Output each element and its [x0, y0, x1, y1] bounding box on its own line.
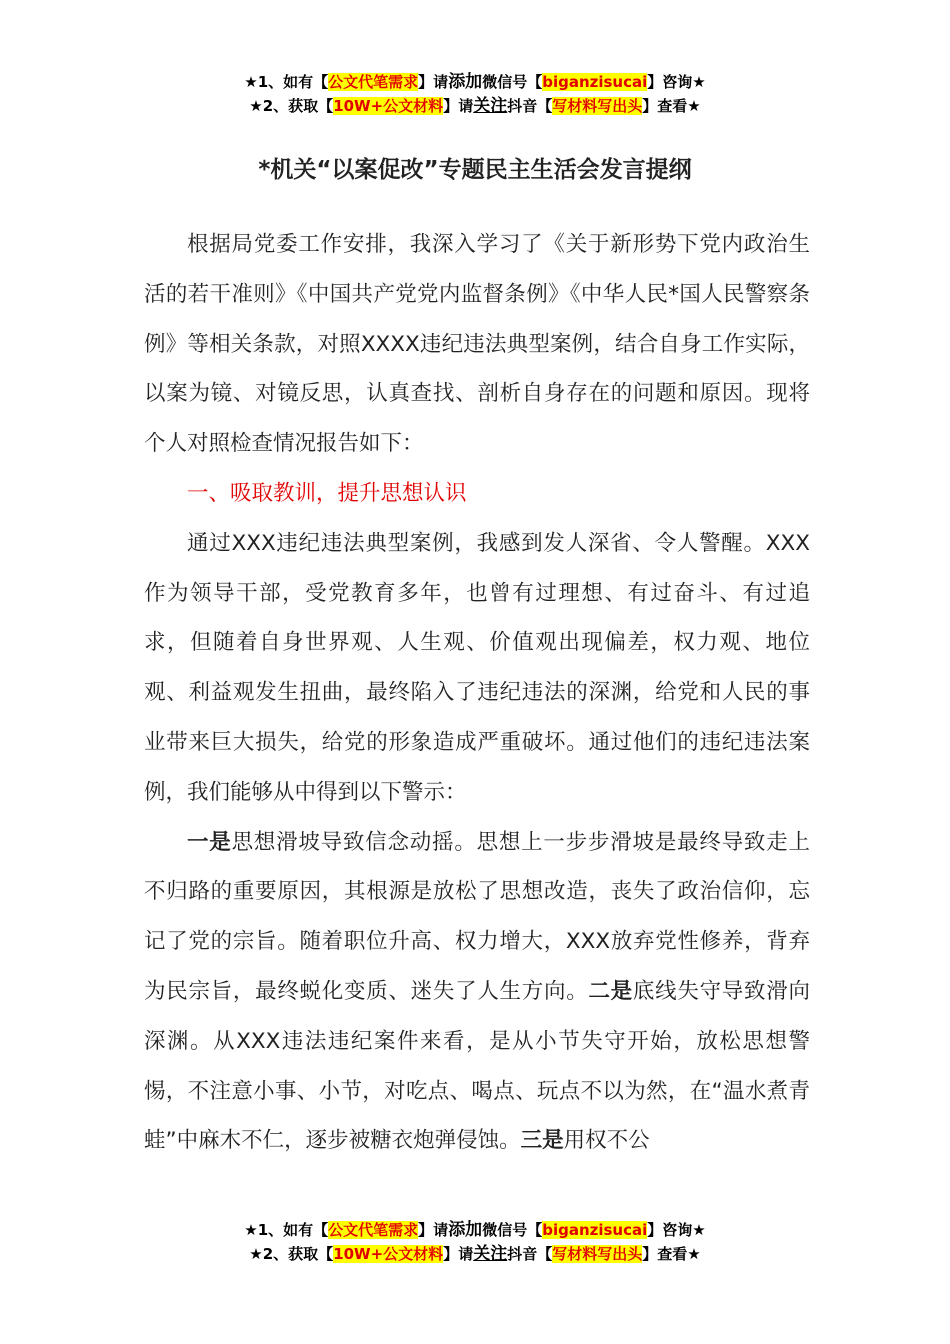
banner-text: ★2、获取【 — [249, 1245, 334, 1263]
banner-text: 】查看★ — [642, 1245, 701, 1263]
intro-paragraph: 根据局党委工作安排，我深入学习了《关于新形势下党内政治生活的若干准则》《中国共产党党内监督条例》《中华人民*国人民警察条例》等相关条款，对照XXXX违纪违法典型案例，结合自身工作实际，以案为镜、对镜反思，认真查找、剖析自身存在的问题和原因。现将个人对照检查情况报告如下： — [144, 232, 810, 457]
point-text: 用权不公 — [563, 1128, 650, 1154]
banner-text: ★2、获取【 — [249, 97, 334, 115]
banner-text: 】咨询★ — [647, 1221, 706, 1239]
banner-line-1 — [0, 70, 950, 94]
point-text: 底线失守导致滑向深渊。从XXX违法违纪案件来看，是从小节失守开始，放松思想警惕，不注意小事、小节，对吃点、喝点、玩点不以为然，在“温水煮青蛙”中麻木不仁，逐步被糖衣炮弹侵蚀。 — [144, 978, 810, 1154]
banner-emphasis: 添加 — [448, 1220, 483, 1240]
banner-text: 抖音【 — [507, 97, 553, 115]
banner-text: 】请 — [418, 73, 449, 91]
banner-highlight: 公文代笔需求 — [328, 73, 419, 91]
banner-text: 微信号【 — [482, 1221, 543, 1239]
banner-highlight: 写材料写出头 — [552, 1245, 643, 1263]
banner-line-2 — [0, 94, 950, 118]
banner-highlight: 公文代笔需求 — [328, 1221, 419, 1239]
banner-text: ★1、如有【 — [244, 73, 329, 91]
banner-highlight: biganzisucai — [542, 1221, 648, 1239]
footer-banner — [0, 1218, 950, 1266]
case-paragraph: 通过XXX违纪违法典型案例，我感到发人深省、令人警醒。XXX作为领导干部，受党教育多年，也曾有过理想、有过奋斗、有过追求，但随着自身世界观、人生观、价值观出现偏差，权力观、地位观、利益观发生扭曲，最终陷入了违纪违法的深渊，给党和人民的事业带来巨大损失，给党的形象造成严重破坏。通过他们的违纪违法案例，我们能够从中得到以下警示： — [144, 530, 810, 805]
banner-highlight: 10W+公文材料 — [333, 97, 444, 115]
point-label: 一是 — [187, 829, 232, 855]
banner-text: ★1、如有【 — [244, 1221, 329, 1239]
banner-highlight: 写材料写出头 — [552, 97, 643, 115]
banner-emphasis: 关注 — [473, 96, 508, 116]
banner-text: 抖音【 — [507, 1245, 553, 1263]
section-heading: 一、吸取教训，提升思想认识 — [187, 480, 467, 506]
point-label: 三是 — [520, 1128, 564, 1154]
points-paragraph — [144, 818, 810, 1167]
banner-highlight: 10W+公文材料 — [333, 1245, 444, 1263]
banner-line-2 — [0, 1242, 950, 1266]
header-banner — [0, 70, 950, 118]
document-title: *机关“以案促改”专题民主生活会发言提纲 — [258, 157, 692, 183]
banner-emphasis: 关注 — [473, 1244, 508, 1264]
banner-text: 】请 — [418, 1221, 449, 1239]
banner-line-1 — [0, 1218, 950, 1242]
banner-emphasis: 添加 — [448, 72, 483, 92]
banner-text: 】请 — [443, 97, 474, 115]
banner-text: 】咨询★ — [647, 73, 706, 91]
banner-highlight: biganzisucai — [542, 73, 648, 91]
point-text: 思想滑坡导致信念动摇。思想上一步步滑坡是最终导致走上不归路的重要原因，其根源是放松了思想改造，丧失了政治信仰，忘记了党的宗旨。随着职位升高、权力增大，XXX放弃党性修养，背弃为民宗旨，最终蜕化变质、迷失了人生方向。 — [144, 829, 810, 1004]
document-body — [144, 220, 810, 1166]
banner-text: 】查看★ — [642, 97, 701, 115]
banner-text: 微信号【 — [482, 73, 543, 91]
point-label: 二是 — [588, 978, 633, 1004]
banner-text: 】请 — [443, 1245, 474, 1263]
